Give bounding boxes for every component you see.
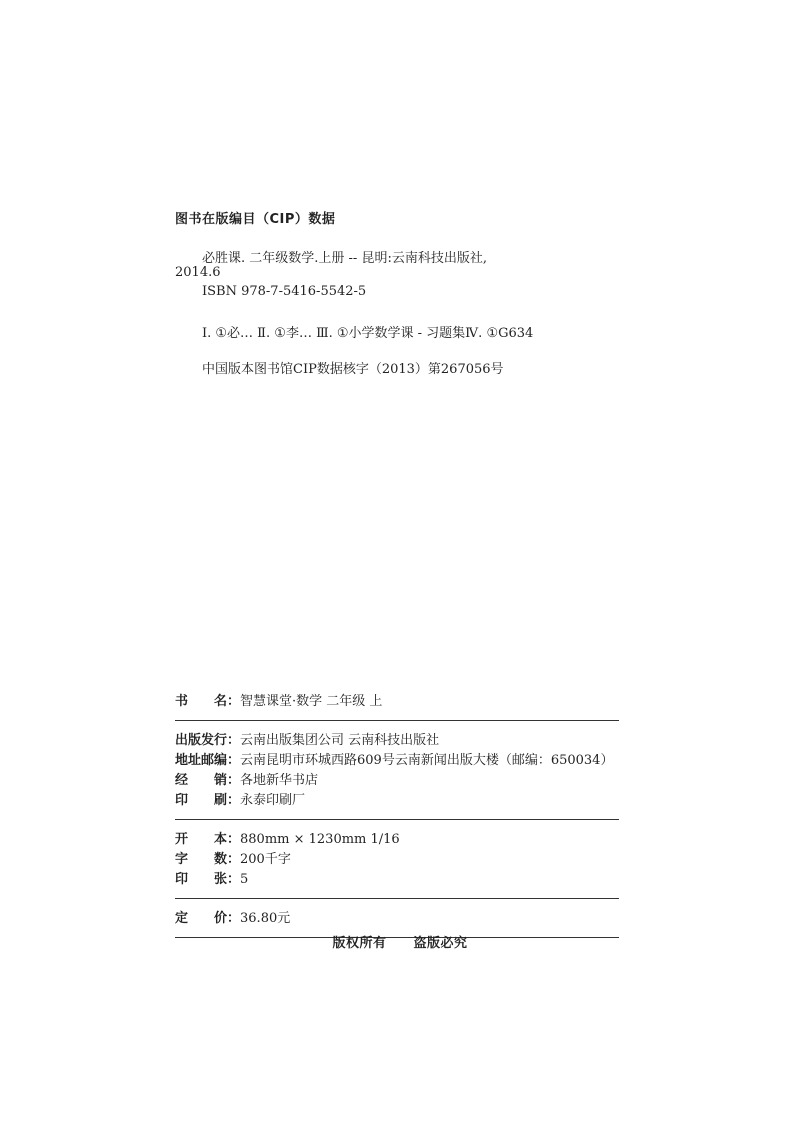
- divider: [175, 720, 619, 721]
- publisher-value: 云南出版集团公司 云南科技出版社: [240, 733, 440, 748]
- sheets-value: 5: [240, 872, 249, 887]
- cip-record-number: 中国版本图书馆CIP数据核字（2013）第267056号: [202, 362, 504, 377]
- colophon-row-sheets: [175, 870, 619, 890]
- book-name-value: 智慧课堂·数学 二年级 上: [240, 694, 383, 709]
- divider: [175, 898, 619, 899]
- colophon-row-address: [175, 751, 619, 771]
- colophon-row-price: [175, 909, 619, 929]
- cip-isbn: ISBN 978-7-5416-5542-5: [202, 284, 367, 299]
- printer-label: 印 刷：: [175, 793, 241, 808]
- divider: [175, 819, 619, 820]
- distributor-label: 经 销：: [175, 773, 241, 788]
- colophon: [175, 692, 619, 938]
- cip-title: 图书在版编目（CIP）数据: [175, 212, 336, 227]
- cip-classification: Ⅰ. ①必… Ⅱ. ①李… Ⅲ. ①小学数学课 - 习题集Ⅳ. ①G634: [202, 326, 534, 341]
- format-label: 开 本：: [175, 832, 241, 847]
- colophon-row-words: [175, 850, 619, 870]
- colophon-row-format: [175, 830, 619, 850]
- colophon-row-publisher: [175, 731, 619, 751]
- address-value: 云南昆明市环城西路609号云南新闻出版大楼（邮编：650034）: [240, 753, 614, 768]
- rights-notice: 版权所有 盗版必究: [332, 936, 468, 951]
- colophon-row-printer: [175, 791, 619, 811]
- price-value: 36.80元: [240, 911, 291, 926]
- publisher-label: 出版发行：: [175, 733, 241, 748]
- price-label: 定 价：: [175, 911, 241, 926]
- address-label: 地址邮编：: [175, 753, 241, 768]
- words-value: 200千字: [240, 852, 291, 867]
- distributor-value: 各地新华书店: [240, 773, 319, 788]
- format-value: 880mm × 1230mm 1/16: [240, 832, 400, 847]
- book-name-label: 书 名：: [175, 694, 241, 709]
- sheets-label: 印 张：: [175, 872, 241, 887]
- cip-publication-date: 2014.6: [175, 265, 221, 280]
- words-label: 字 数：: [175, 852, 241, 867]
- colophon-row-distributor: [175, 771, 619, 791]
- cip-bibliographic-line: 必胜课. 二年级数学.上册 -- 昆明:云南科技出版社,: [202, 251, 487, 266]
- printer-value: 永泰印刷厂: [240, 793, 306, 808]
- colophon-row-book-name: [175, 692, 619, 712]
